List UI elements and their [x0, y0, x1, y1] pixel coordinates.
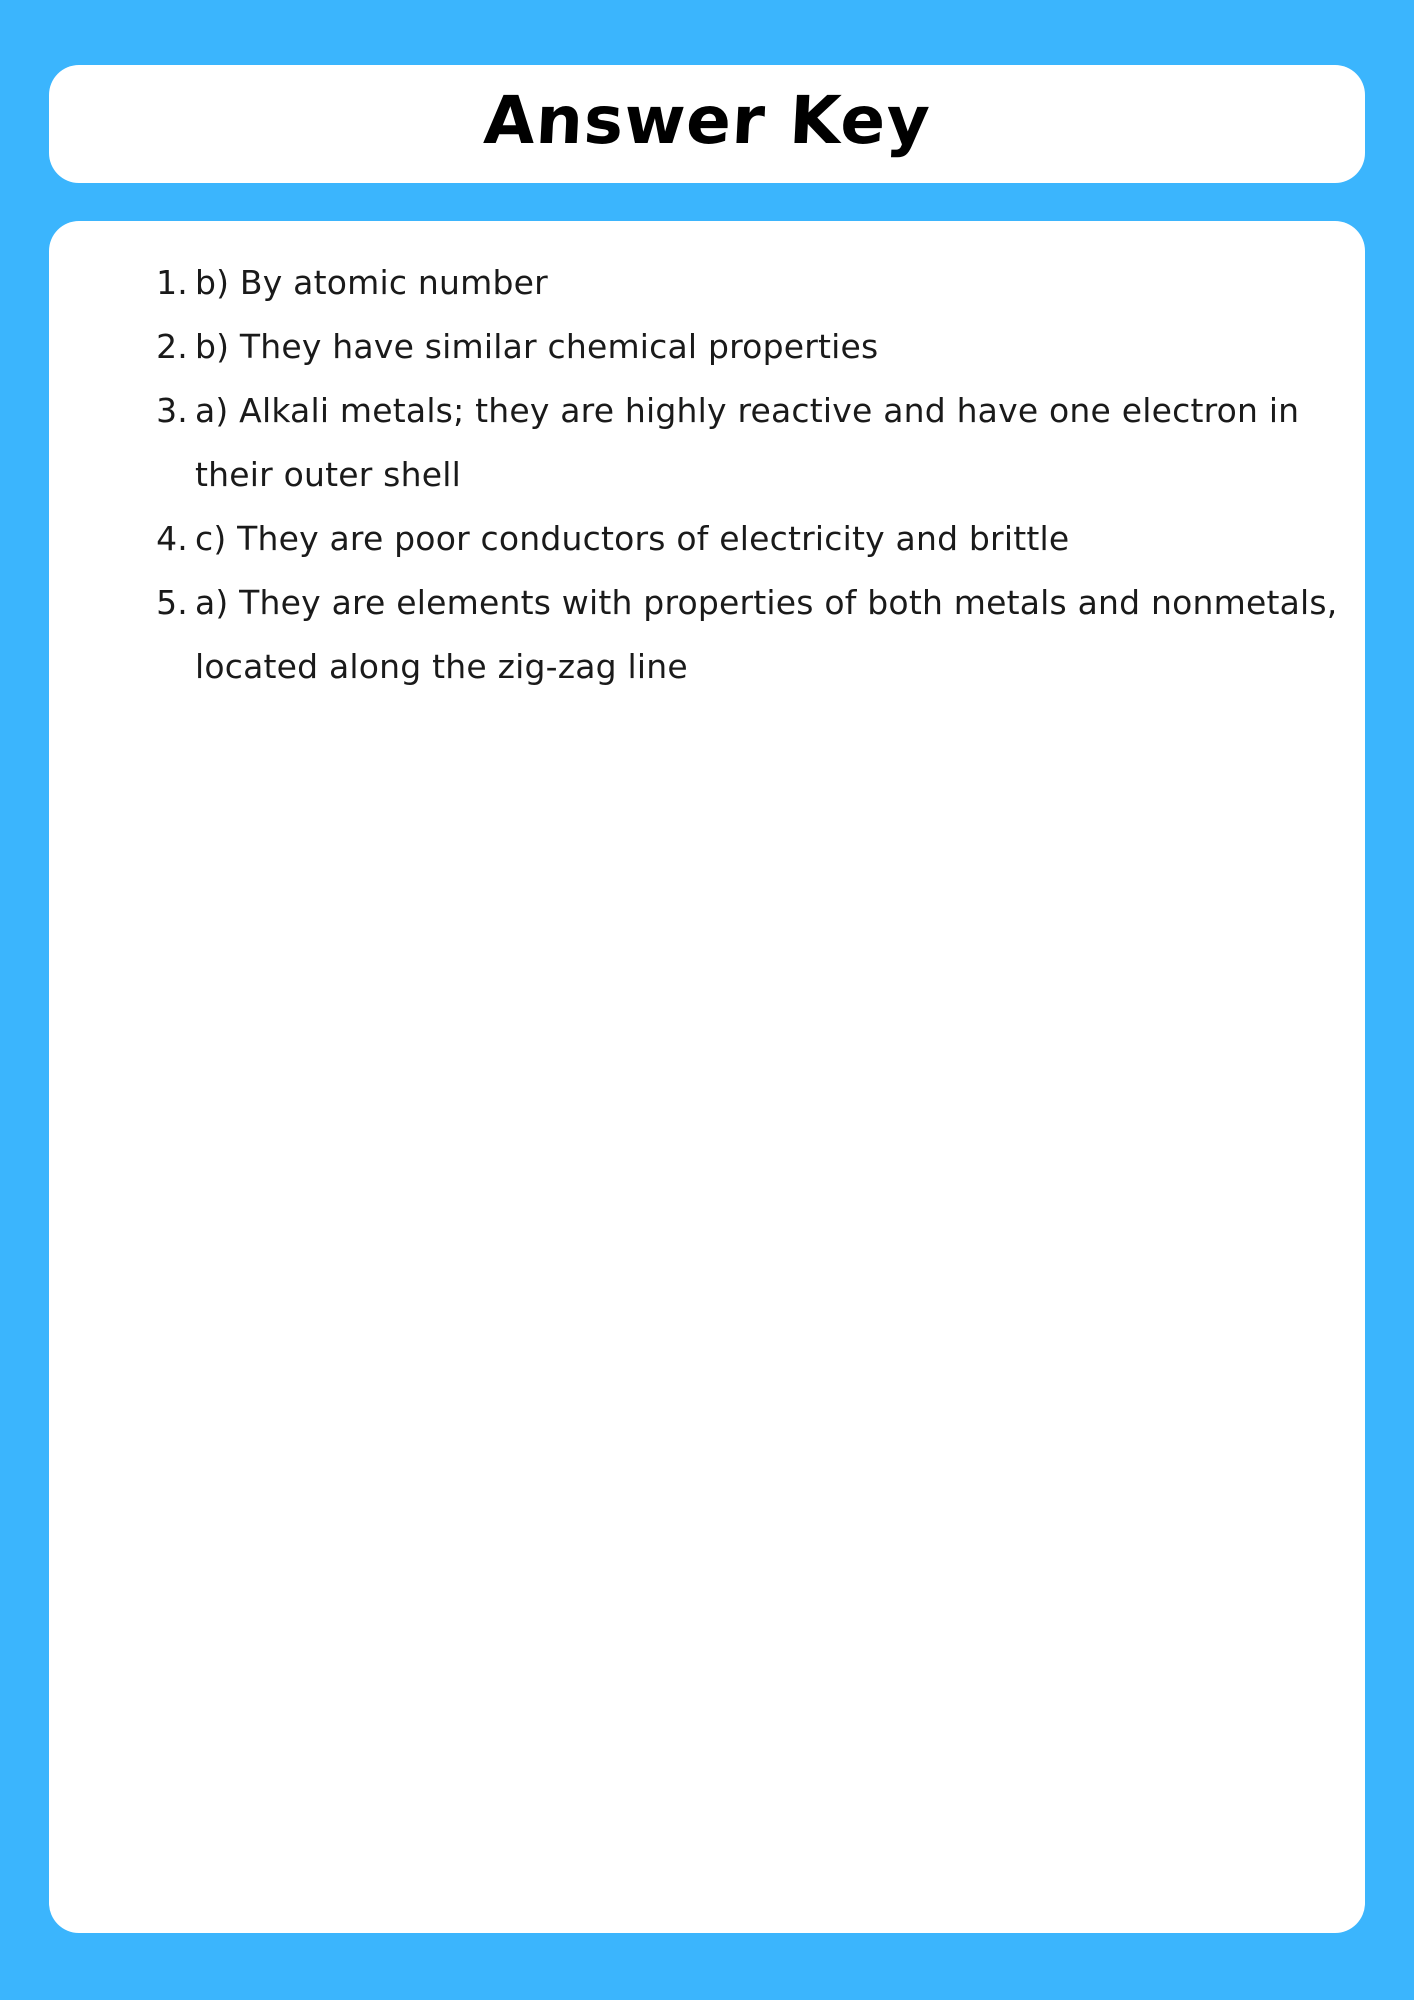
answer-number: 1.: [156, 263, 188, 302]
answer-item-3: [49, 379, 1365, 507]
answer-item-1: [49, 251, 1365, 315]
answer-item-2: [49, 315, 1365, 379]
answer-text: a) They are elements with properties of both metals and nonmetals, located along the zig-zag line: [195, 583, 1338, 686]
answer-number: 5.: [156, 583, 188, 622]
answer-text: a) Alkali metals; they are highly reactive and have one electron in their outer shell: [195, 391, 1300, 494]
answer-number: 2.: [156, 327, 188, 366]
answer-text: c) They are poor conductors of electricity and brittle: [195, 519, 1070, 558]
answer-list: [49, 251, 1365, 699]
title-card: [49, 65, 1365, 183]
answer-item-4: [49, 507, 1365, 571]
answer-text: b) They have similar chemical properties: [195, 327, 879, 366]
page-title: Answer Key: [481, 81, 933, 159]
answer-number: 4.: [156, 519, 188, 558]
answer-text: b) By atomic number: [195, 263, 548, 302]
answer-number: 3.: [156, 391, 188, 430]
answer-item-5: [49, 571, 1365, 699]
answer-card: [49, 221, 1365, 1933]
